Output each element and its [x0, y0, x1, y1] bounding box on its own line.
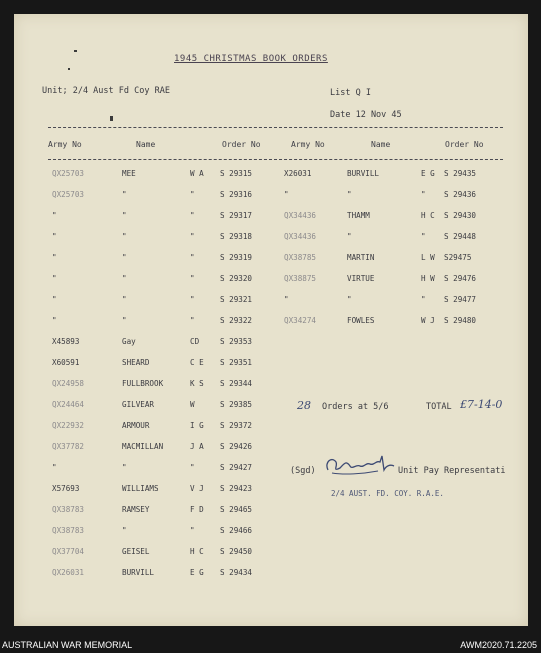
handwritten-signature — [322, 452, 398, 478]
cell-name: " — [347, 232, 352, 241]
header-rule-top — [48, 127, 503, 128]
cell-initials: " — [190, 253, 195, 262]
cell-initials: W J — [421, 316, 435, 325]
cell-initials: E G — [190, 568, 204, 577]
cell-order-no: S 29319 — [220, 253, 253, 262]
cell-initials: V J — [190, 484, 204, 493]
cell-name: SHEARD — [122, 358, 150, 367]
cell-initials: E G — [421, 169, 435, 178]
cell-army-no: X60591 — [52, 358, 80, 367]
cell-name: VIRTUE — [347, 274, 375, 283]
cell-name: " — [347, 295, 352, 304]
cell-army-no: QX24464 — [52, 400, 85, 409]
cell-order-no: S 29353 — [220, 337, 253, 346]
cell-order-no: S 29351 — [220, 358, 253, 367]
footer-accession: AWM2020.71.2205 — [460, 640, 537, 650]
cell-order-no: S 29321 — [220, 295, 253, 304]
cell-initials: W A — [190, 169, 204, 178]
document-sheet — [14, 14, 528, 626]
cell-army-no: " — [52, 295, 57, 304]
col-name-right: Name — [371, 140, 391, 149]
cell-army-no: " — [284, 190, 289, 199]
cell-order-no: S 29448 — [444, 232, 477, 241]
cell-army-no: QX37782 — [52, 442, 85, 451]
cell-order-no: S 29426 — [220, 442, 253, 451]
cell-name: " — [122, 274, 127, 283]
cell-order-no: S 29315 — [220, 169, 253, 178]
cell-initials: " — [190, 190, 195, 199]
cell-name: " — [347, 190, 352, 199]
col-order-no-right: Order No — [445, 140, 484, 149]
footer-institution: AUSTRALIAN WAR MEMORIAL — [2, 640, 133, 650]
cell-name: WILLIAMS — [122, 484, 159, 493]
cell-army-no: QX25703 — [52, 169, 85, 178]
cell-initials: " — [190, 232, 195, 241]
cell-order-no: S 29435 — [444, 169, 477, 178]
cell-order-no: S 29434 — [220, 568, 253, 577]
cell-army-no: QX24958 — [52, 379, 85, 388]
cell-army-no: QX37704 — [52, 547, 85, 556]
list-line: List Q I — [330, 88, 371, 98]
cell-order-no: S 29385 — [220, 400, 253, 409]
cell-name: BURVILL — [122, 568, 155, 577]
cell-name: " — [122, 526, 127, 535]
cell-initials: CD — [190, 337, 200, 346]
cell-initials: L W — [421, 253, 435, 262]
col-order-no-left: Order No — [222, 140, 261, 149]
cell-army-no: " — [52, 463, 57, 472]
cell-army-no: QX34436 — [284, 211, 317, 220]
archive-footer — [0, 638, 541, 653]
cell-order-no: S 29322 — [220, 316, 253, 325]
cell-name: " — [122, 211, 127, 220]
cell-name: " — [122, 190, 127, 199]
cell-army-no: " — [52, 253, 57, 262]
document-title: 1945 CHRISTMAS BOOK ORDERS — [174, 54, 328, 64]
cell-initials: " — [190, 211, 195, 220]
header-rule-bottom — [48, 159, 503, 160]
cell-order-no: S 29318 — [220, 232, 253, 241]
cell-army-no: QX38783 — [52, 526, 85, 535]
orders-count: 28 — [297, 399, 311, 412]
cell-army-no: QX38875 — [284, 274, 317, 283]
cell-order-no: S 29316 — [220, 190, 253, 199]
ink-mark — [110, 116, 113, 121]
cell-name: Gay — [122, 337, 136, 346]
cell-initials: " — [421, 295, 426, 304]
cell-initials: K S — [190, 379, 204, 388]
cell-initials: " — [190, 295, 195, 304]
col-name-left: Name — [136, 140, 156, 149]
cell-name: " — [122, 253, 127, 262]
cell-name: MEE — [122, 169, 136, 178]
unit-stamp: 2/4 AUST. FD. COY. R.A.E. — [331, 489, 444, 498]
cell-initials: " — [421, 190, 426, 199]
total-label: TOTAL — [426, 402, 452, 412]
cell-order-no: S 29466 — [220, 526, 253, 535]
cell-initials: I G — [190, 421, 204, 430]
cell-initials: H C — [421, 211, 435, 220]
cell-army-no: " — [52, 316, 57, 325]
cell-name: RAMSEY — [122, 505, 150, 514]
cell-initials: " — [190, 316, 195, 325]
cell-initials: " — [421, 232, 426, 241]
cell-army-no: QX25703 — [52, 190, 85, 199]
cell-army-no: QX38785 — [284, 253, 317, 262]
cell-name: MARTIN — [347, 253, 375, 262]
cell-name: " — [122, 463, 127, 472]
sgd-label: (Sgd) — [290, 466, 316, 476]
cell-order-no: S 29344 — [220, 379, 253, 388]
cell-initials: H C — [190, 547, 204, 556]
cell-name: FULLBROOK — [122, 379, 164, 388]
cell-name: " — [122, 316, 127, 325]
cell-name: THAMM — [347, 211, 370, 220]
orders-rate: Orders at 5/6 — [322, 402, 389, 412]
cell-initials: " — [190, 274, 195, 283]
cell-army-no: QX38783 — [52, 505, 85, 514]
ink-mark — [68, 68, 70, 70]
cell-order-no: S29475 — [444, 253, 472, 262]
cell-order-no: S 29320 — [220, 274, 253, 283]
cell-order-no: S 29427 — [220, 463, 253, 472]
cell-army-no: QX34436 — [284, 232, 317, 241]
cell-order-no: S 29477 — [444, 295, 477, 304]
cell-name: " — [122, 295, 127, 304]
cell-order-no: S 29476 — [444, 274, 477, 283]
cell-order-no: S 29450 — [220, 547, 253, 556]
cell-initials: " — [190, 463, 195, 472]
cell-initials: W — [190, 400, 195, 409]
cell-name: ARMOUR — [122, 421, 150, 430]
cell-army-no: " — [52, 232, 57, 241]
cell-order-no: S 29430 — [444, 211, 477, 220]
cell-order-no: S 29465 — [220, 505, 253, 514]
cell-order-no: S 29423 — [220, 484, 253, 493]
cell-army-no: QX26031 — [52, 568, 85, 577]
cell-order-no: S 29372 — [220, 421, 253, 430]
cell-order-no: S 29436 — [444, 190, 477, 199]
cell-army-no: " — [52, 274, 57, 283]
cell-army-no: X57693 — [52, 484, 80, 493]
cell-name: FOWLES — [347, 316, 375, 325]
cell-army-no: " — [284, 295, 289, 304]
cell-name: MACMILLAN — [122, 442, 164, 451]
cell-army-no: " — [52, 211, 57, 220]
cell-initials: H W — [421, 274, 435, 283]
col-army-no-left: Army No — [48, 140, 82, 149]
cell-order-no: S 29317 — [220, 211, 253, 220]
cell-army-no: QX22932 — [52, 421, 85, 430]
cell-name: GILVEAR — [122, 400, 155, 409]
cell-initials: C E — [190, 358, 204, 367]
cell-army-no: QX34274 — [284, 316, 317, 325]
ink-mark — [74, 50, 77, 52]
pay-representative-label: Unit Pay Representati — [398, 466, 506, 476]
cell-initials: F D — [190, 505, 204, 514]
cell-order-no: S 29480 — [444, 316, 477, 325]
cell-name: BURVILL — [347, 169, 380, 178]
cell-army-no: X45893 — [52, 337, 80, 346]
cell-initials: J A — [190, 442, 204, 451]
col-army-no-right: Army No — [291, 140, 325, 149]
unit-line: Unit; 2/4 Aust Fd Coy RAE — [42, 86, 170, 96]
date-line: Date 12 Nov 45 — [330, 110, 402, 120]
total-value: £7-14-0 — [460, 398, 503, 411]
cell-name: GEISEL — [122, 547, 150, 556]
cell-initials: " — [190, 526, 195, 535]
cell-army-no: X26031 — [284, 169, 312, 178]
cell-name: " — [122, 232, 127, 241]
